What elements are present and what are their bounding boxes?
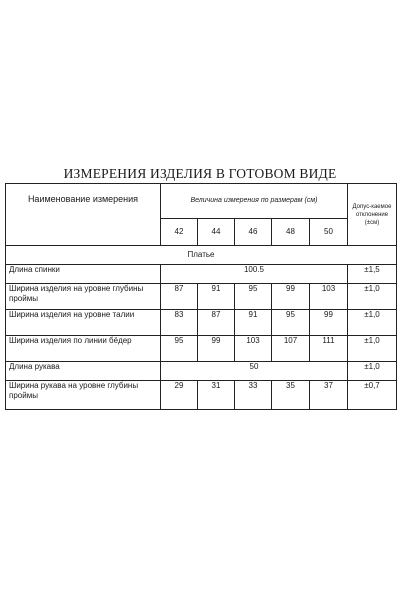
tolerance-value: ±1,0 <box>348 336 397 362</box>
document-title: ИЗМЕРЕНИЯ ИЗДЕЛИЯ В ГОТОВОМ ВИДЕ <box>63 166 337 181</box>
value-cell: 103 <box>310 284 348 310</box>
size-cell: 46 <box>235 219 272 246</box>
row-name: Ширина изделия на уровне глубины проймы <box>6 284 161 310</box>
value-cell: 111 <box>310 336 348 362</box>
value-cell: 95 <box>235 284 272 310</box>
header-row <box>6 184 397 219</box>
column-header-tolerance: Допус-каемое отклонение (±см) <box>348 184 397 246</box>
section-label: Платье <box>6 246 397 265</box>
measurements-table <box>5 183 397 410</box>
value-cell: 31 <box>198 381 235 410</box>
row-name: Ширина изделия по линии бёдер <box>6 336 161 362</box>
row-name: Длина рукава <box>6 362 161 381</box>
tolerance-value: ±1,0 <box>348 284 397 310</box>
value-cell: 29 <box>161 381 198 410</box>
value-cell: 83 <box>161 310 198 336</box>
value-cell: 95 <box>272 310 310 336</box>
merged-value: 50 <box>161 362 348 381</box>
value-cell: 95 <box>161 336 198 362</box>
row-name: Ширина изделия на уровне талии <box>6 310 161 336</box>
value-cell: 33 <box>235 381 272 410</box>
value-cell: 87 <box>198 310 235 336</box>
tolerance-value: ±1,0 <box>348 362 397 381</box>
section-row <box>6 246 397 265</box>
tolerance-value: ±1,5 <box>348 265 397 284</box>
table-row <box>6 310 397 336</box>
value-cell: 99 <box>272 284 310 310</box>
merged-value: 100.5 <box>161 265 348 284</box>
size-cell: 48 <box>272 219 310 246</box>
tolerance-value: ±0,7 <box>348 381 397 410</box>
value-cell: 35 <box>272 381 310 410</box>
size-cell: 42 <box>161 219 198 246</box>
value-cell: 87 <box>161 284 198 310</box>
table-row <box>6 381 397 410</box>
table-row <box>6 362 397 381</box>
row-name: Ширина рукава на уровне глубины проймы <box>6 381 161 410</box>
table-row <box>6 284 397 310</box>
value-cell: 99 <box>198 336 235 362</box>
column-header-sizes: Величина измерения по размерам (см) <box>161 184 348 219</box>
table-row <box>6 336 397 362</box>
size-cell: 50 <box>310 219 348 246</box>
size-cell: 44 <box>198 219 235 246</box>
row-name: Длина спинки <box>6 265 161 284</box>
value-cell: 91 <box>235 310 272 336</box>
value-cell: 99 <box>310 310 348 336</box>
table-row <box>6 265 397 284</box>
value-cell: 37 <box>310 381 348 410</box>
tolerance-value: ±1,0 <box>348 310 397 336</box>
value-cell: 91 <box>198 284 235 310</box>
column-header-name: Наименование измерения <box>6 184 161 246</box>
value-cell: 103 <box>235 336 272 362</box>
value-cell: 107 <box>272 336 310 362</box>
